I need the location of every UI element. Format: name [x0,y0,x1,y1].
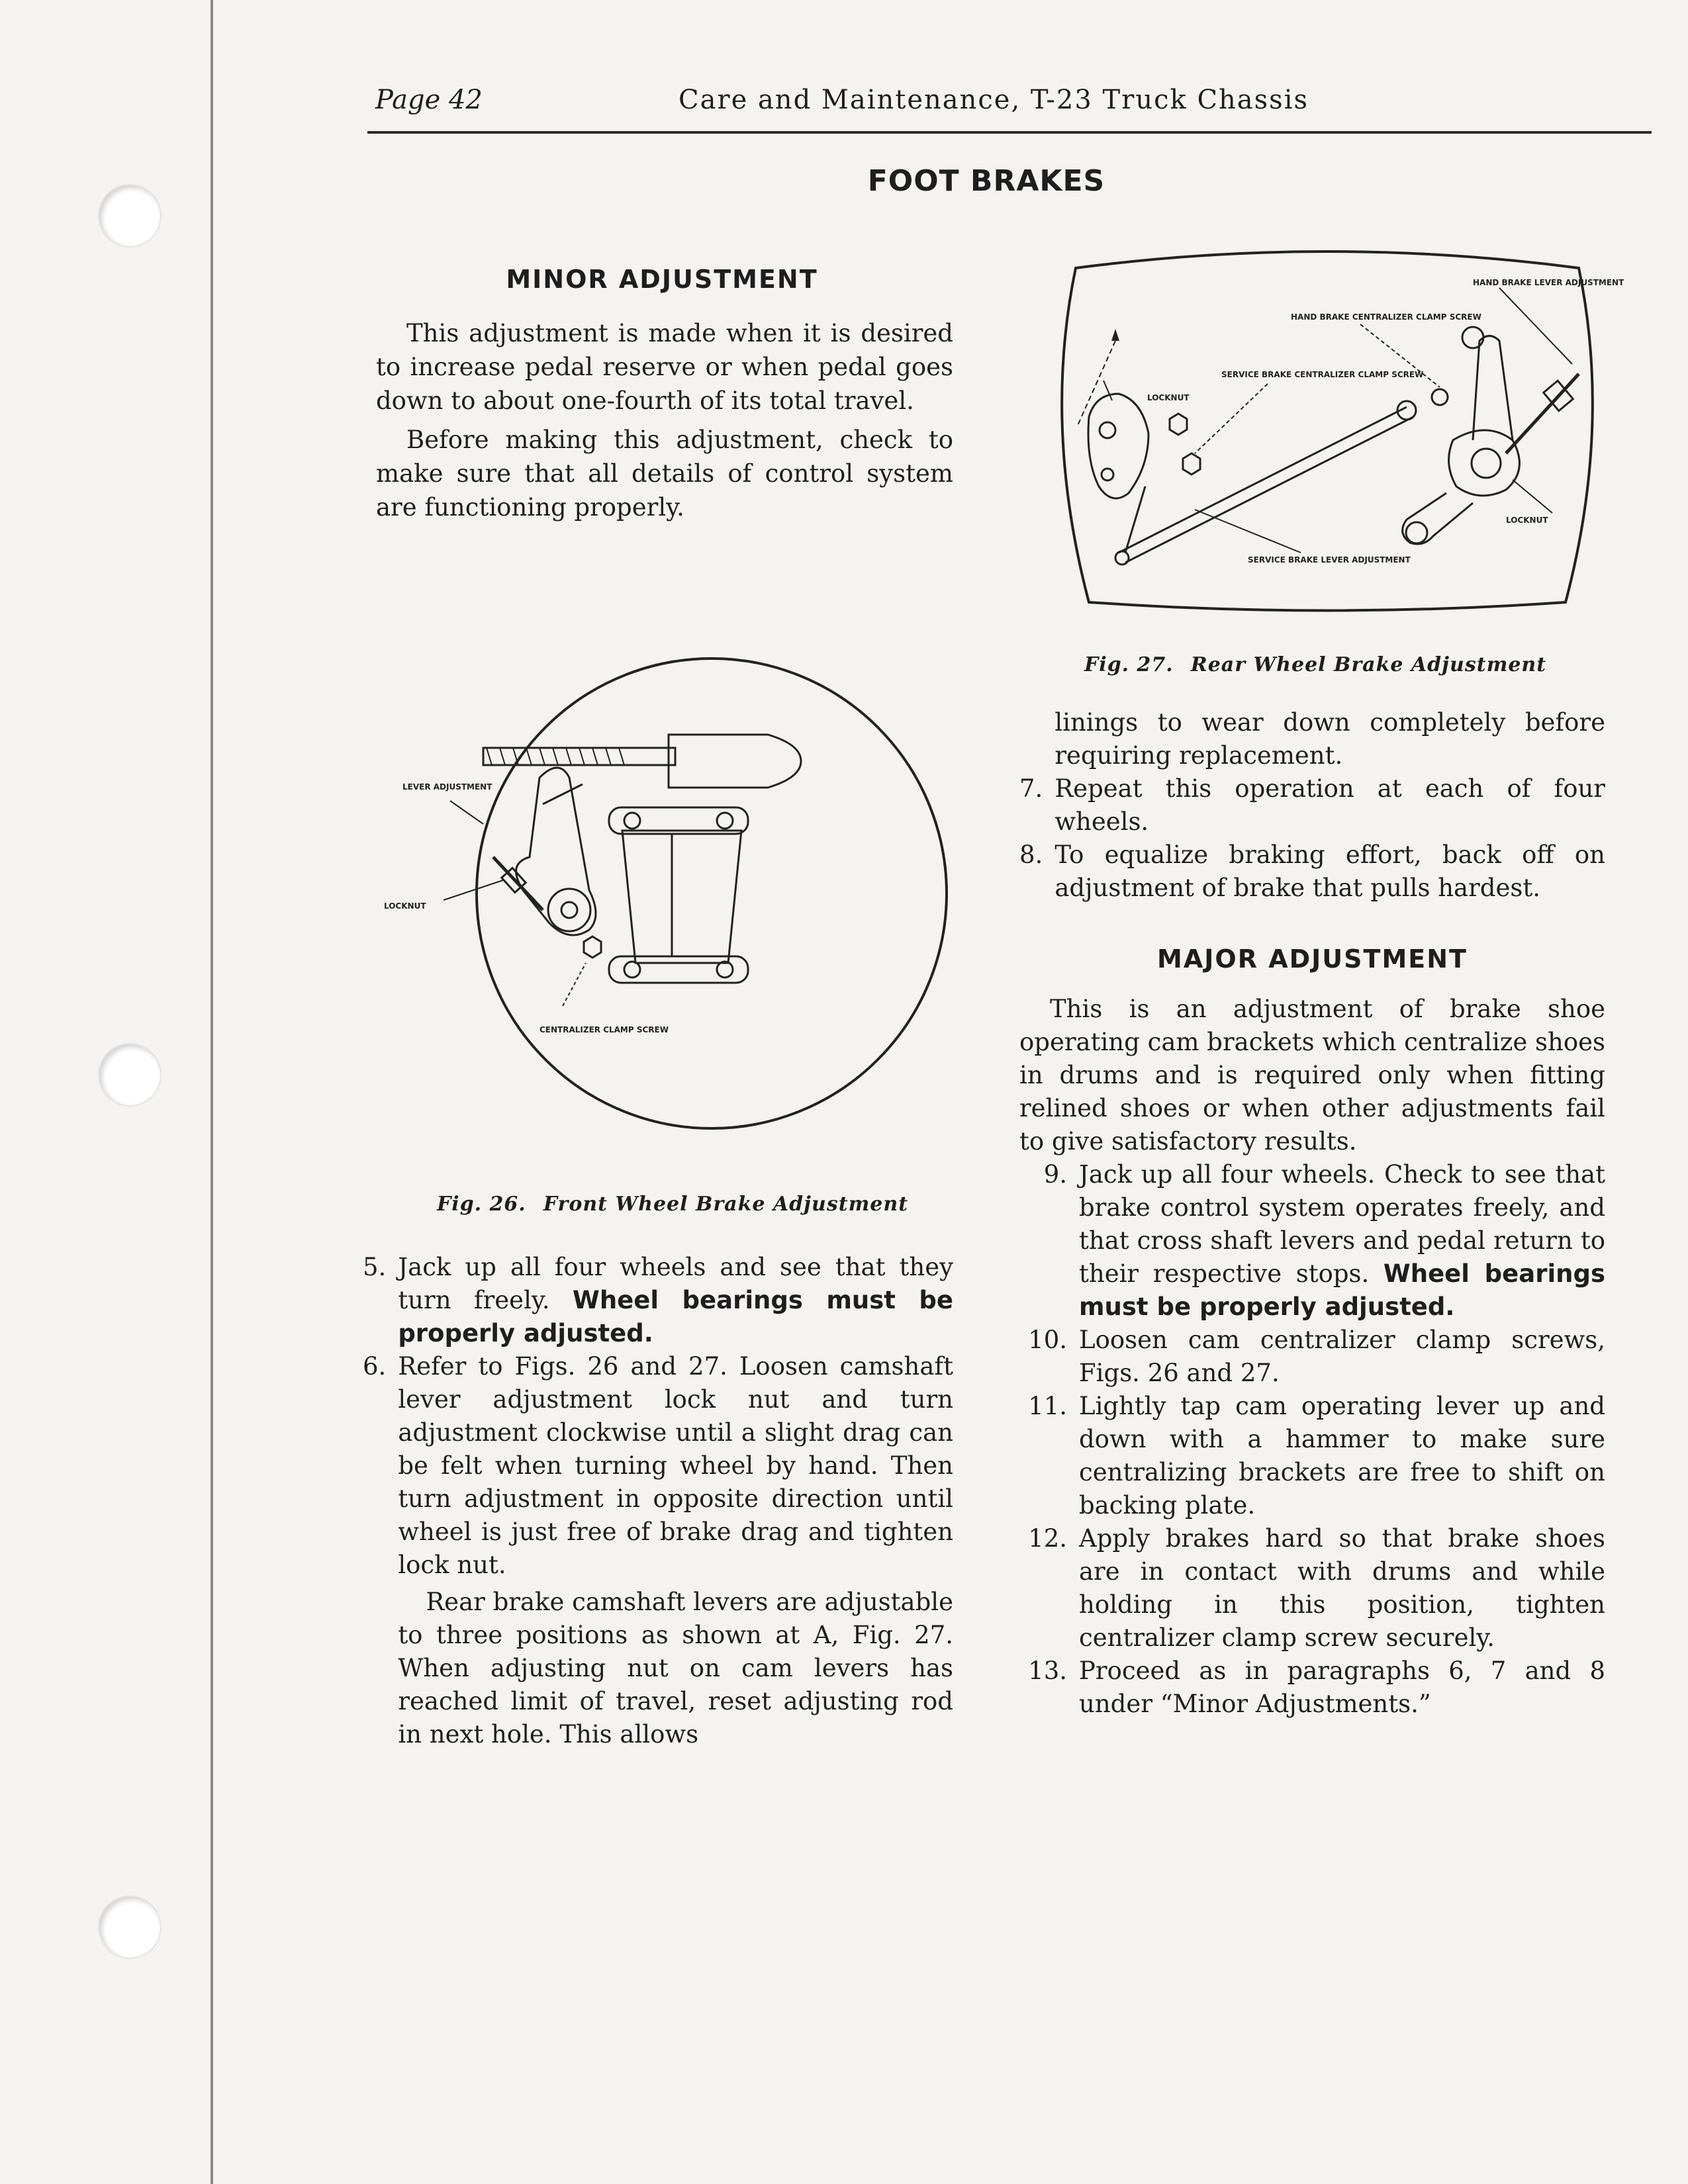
step-9-text: Jack up all four wheels. Check to see that brake control system operates freely, and that cross shaft levers and pedal return to their respective stops. [1079,1160,1605,1288]
major-intro-text: This is an adjustment of brake shoe operating cam brackets which centralize shoes in drums and is required only when fitting relined shoes or when other adjustments fail to give satisfactory results. [1019,995,1605,1156]
left-steps-list [363,1251,953,1751]
rear-brake-text: Rear brake camshaft levers are adjustable to three positions as shown at A, Fig. 27. When adjusting nut on cam levers has reached limit of travel, reset adjusting rod in next hole. This allows [398,1588,953,1749]
fig27-label-hand-clamp: HAND BRAKE CENTRALIZER CLAMP SCREW [1291,312,1481,322]
right-steps-list [1019,706,1605,905]
step-6 [363,1350,953,1582]
fig26-number: Fig. 26. [437,1193,526,1216]
major-intro [1019,993,1605,1158]
step-11-text: Lightly tap cam operating lever up and down with a hammer to make sure centralizing brackets are free to shift on backing plate. [1079,1392,1605,1520]
minor-adjustment-heading: MINOR ADJUSTMENT [506,265,818,294]
step-11-number: 11. [1028,1392,1067,1420]
step-13-text: Proceed as in paragraphs 6, 7 and 8 under “Minor Adjustments.” [1079,1657,1605,1718]
step-8-text: To equalize braking effort, back off on adjustment of brake that pulls hardest. [1055,841,1605,902]
fig26-title: Front Wheel Brake Adjustment [543,1193,909,1216]
step-6-number: 6. [363,1352,387,1381]
page-title: FOOT BRAKES [867,164,1105,198]
fig26-label-centralizer: CENTRALIZER CLAMP SCREW [539,1025,669,1034]
fig26-caption [437,1193,908,1216]
step-8 [1019,839,1605,905]
punch-hole-top [99,185,160,246]
step-7 [1019,772,1605,839]
major-steps-list [1019,1158,1605,1721]
minor-adjustment-text [376,316,953,524]
fig27-label-service-clamp: SERVICE BRAKE CENTRALIZER CLAMP SCREW [1221,370,1424,379]
continued-text [1019,706,1605,772]
header-rule [367,131,1652,134]
page-number: Page 42 [375,85,483,115]
step-8-number: 8. [1019,841,1043,869]
fig27-number: Fig. 27. [1084,653,1174,676]
major-adjustment-heading: MAJOR ADJUSTMENT [1157,944,1468,974]
step-9 [1019,1158,1605,1324]
punch-hole-bottom [99,1897,160,1958]
step-13 [1019,1655,1605,1721]
step-11 [1019,1390,1605,1522]
step-7-number: 7. [1019,774,1043,803]
punch-hole-middle [99,1044,160,1105]
step-5-text: Jack up all four wheels and see that they turn freely. [398,1253,953,1314]
step-12-text: Apply brakes hard so that brake shoes are in contact with drums and while holding in this position, tighten centralizer clamp screw securely. [1079,1524,1605,1652]
step-10 [1019,1324,1605,1390]
fig27-label-hand-lever: HAND BRAKE LEVER ADJUSTMENT [1473,278,1624,287]
fig27-label-service-lever: SERVICE BRAKE LEVER ADJUSTMENT [1248,555,1411,565]
step-10-number: 10. [1028,1326,1067,1354]
step-12-number: 12. [1028,1524,1067,1553]
step-10-text: Loosen cam centralizer clamp screws, Figs. 26 and 27. [1079,1326,1605,1387]
rear-brake-paragraph [363,1586,953,1751]
minor-paragraph-1: This adjustment is made when it is desired to increase pedal reserve or when pedal goes down to about one-fourth of its total travel. [376,319,953,415]
fig26-label-locknut: LOCKNUT [384,901,426,911]
binder-margin-line [211,0,213,2184]
front-wheel-brake-diagram [371,645,953,1142]
fig27-label-locknut-right: LOCKNUT [1506,516,1548,525]
step-6-text: Refer to Figs. 26 and 27. Loosen camshaft lever adjustment lock nut and turn adjustment clockwise until a slight drag can be felt when turning wheel by hand. Then turn adjustment in opposite direction until wheel is just free of brake drag and tighten lock nut. [398,1352,953,1579]
step-7-text: Repeat this operation at each of four wheels. [1055,774,1605,836]
step-5-bold: Wheel bearings must be properly adjusted. [398,1286,954,1347]
fig27-caption [1084,653,1546,676]
step-5-number: 5. [363,1253,387,1281]
minor-paragraph-2: Before making this adjustment, check to make sure that all details of control system are functioning properly. [376,426,953,522]
step-9-bold: Wheel bearings must be properly adjusted. [1079,1259,1606,1321]
step-5 [363,1251,953,1350]
fig26-label-lever: LEVER ADJUSTMENT [402,782,492,792]
running-title: Care and Maintenance, T-23 Truck Chassis [679,85,1309,115]
step-9-number: 9. [1043,1160,1067,1189]
fig27-label-locknut-left: LOCKNUT [1147,393,1190,402]
rear-wheel-brake-diagram [1049,242,1624,615]
page-header [367,79,1652,126]
step-12 [1019,1522,1605,1655]
step-13-number: 13. [1028,1657,1067,1685]
continued-text-body: linings to wear down completely before requiring replacement. [1055,708,1605,770]
fig27-title: Rear Wheel Brake Adjustment [1190,653,1547,676]
